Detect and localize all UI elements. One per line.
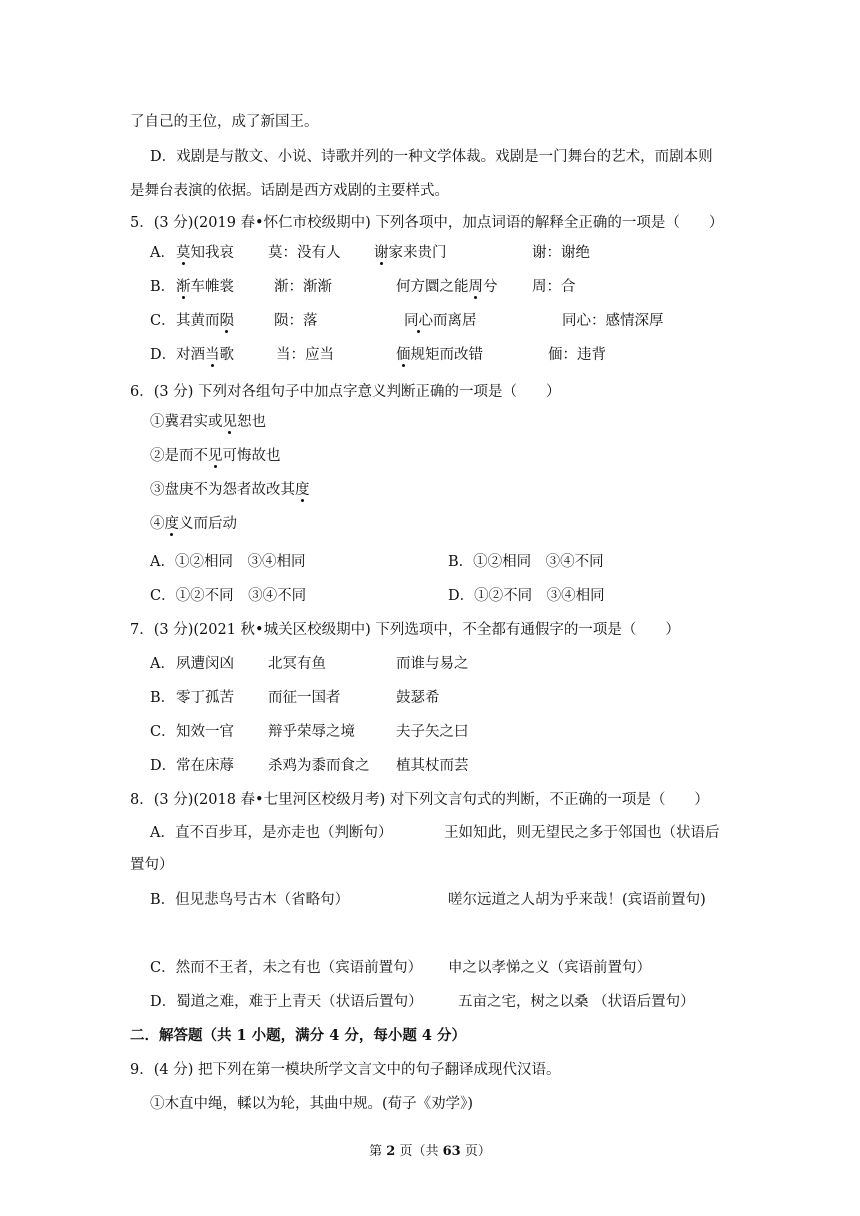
- option-d-line2: 是舞台表演的依据。话剧是西方戏剧的主要样式。: [130, 183, 449, 199]
- emphasis-dot: 度: [164, 516, 179, 532]
- emphasis-dot: 陨: [219, 313, 234, 329]
- option-label: A．: [150, 245, 175, 261]
- option-label: C．: [150, 724, 176, 740]
- gloss-2: 同心：感情深厚: [562, 313, 664, 329]
- q6-option-d: D．①②不同 ③④相同: [448, 588, 605, 604]
- phrase-3: 植其杖而芸: [396, 758, 469, 774]
- q8-option-b-left: B．但见悲鸟号古木（省略句）: [150, 892, 350, 908]
- phrase-2: 北冥有鱼: [268, 656, 326, 672]
- phrase-2: 谢家来贵门: [374, 245, 447, 261]
- emphasis-dot: 度: [295, 482, 310, 498]
- phrase-1: 夙遭闵凶: [176, 656, 234, 672]
- phrase-1: 渐车帷裳: [176, 279, 234, 295]
- q8-option-a-left: A．直不百步耳，是亦走也（判断句）: [150, 825, 393, 841]
- q8-stem: 8．(3 分)(2018 春•七里河区校级月考) 对下列文言句式的判断，不正确的一项是（ ）: [130, 792, 709, 808]
- option-label: B．: [150, 279, 176, 295]
- gloss-1: 陨：落: [274, 313, 318, 329]
- q6-sentence-1: ①冀君实或见恕也: [150, 414, 266, 430]
- option-label: A．: [150, 656, 175, 672]
- phrase-1: 其黄而陨: [176, 313, 234, 329]
- q6-sentence-2: ②是而不见可悔故也: [150, 448, 281, 464]
- emphasis-dot: 谢: [374, 245, 389, 261]
- phrase-1: 莫知我哀: [176, 245, 234, 261]
- q8-option-a-cont: 置句）: [130, 857, 174, 873]
- phrase-3: 鼓瑟希: [396, 690, 440, 706]
- emphasis-dot: 见: [222, 414, 237, 430]
- intro-line: 了自己的王位，成了新国王。: [130, 114, 319, 130]
- q8-option-c-left: C．然而不王者，未之有也（宾语前置句）: [150, 960, 423, 976]
- phrase-3: 夫子矢之曰: [396, 724, 469, 740]
- q6-option-b: B．①②相同 ③④不同: [448, 554, 604, 570]
- section-2-heading: 二．解答题（共 1 小题，满分 4 分，每小题 4 分）: [130, 1027, 467, 1044]
- emphasis-dot: 同心: [404, 313, 433, 329]
- gloss-2: 周：合: [532, 279, 576, 295]
- q9-item-1: ①木直中绳，輮以为轮，其曲中规。(荀子《劝学》): [150, 1096, 474, 1112]
- q6-sentence-4: ④度义而后动: [150, 516, 237, 532]
- phrase-2: 偭规矩而改错: [396, 347, 483, 363]
- option-label: C．: [150, 313, 176, 329]
- option-d-line1: D．戏剧是与散文、小说、诗歌并列的一种文学体裁。戏剧是一门舞台的艺术，而剧本则: [150, 149, 713, 165]
- q6-option-c: C．①②不同 ③④不同: [150, 588, 307, 604]
- q6-sentence-3: ③盘庚不为怨者故改其度: [150, 482, 310, 498]
- option-label: D．: [150, 347, 177, 363]
- emphasis-dot: 渐: [176, 279, 191, 295]
- option-label: D．: [150, 758, 177, 774]
- q8-option-a-right: 王如知此，则无望民之多于邻国也（状语后: [444, 825, 720, 841]
- phrase-3: 而谁与易之: [396, 656, 469, 672]
- phrase-2: 辩乎荣辱之境: [268, 724, 355, 740]
- gloss-1: 当：应当: [276, 347, 334, 363]
- emphasis-dot: 偭: [396, 347, 411, 363]
- emphasis-dot: 当: [205, 347, 220, 363]
- q8-option-b-right: 嗟尔远道之人胡为乎来哉！(宾语前置句): [448, 892, 706, 908]
- q8-option-d-left: D．蜀道之难，难于上青天（状语后置句）: [150, 994, 423, 1010]
- phrase-2: 何方圜之能周兮: [396, 279, 498, 295]
- total-pages: 63: [442, 1144, 461, 1159]
- emphasis-dot: 莫: [176, 245, 191, 261]
- gloss-2: 谢：谢绝: [532, 245, 590, 261]
- page-footer: 第 2 页（共 63 页）: [369, 1144, 491, 1159]
- gloss-2: 偭：违背: [548, 347, 606, 363]
- q5-stem: 5．(3 分)(2019 春•怀仁市校级期中) 下列各项中，加点词语的解释全正确的一项是（ ）: [130, 215, 724, 231]
- q8-option-d-right: 五亩之宅，树之以桑 （状语后置句）: [458, 994, 695, 1010]
- q7-stem: 7．(3 分)(2021 秋•城关区校级期中) 下列选项中，不全都有通假字的一项是（ ）: [130, 622, 680, 638]
- phrase-2: 杀鸡为黍而食之: [268, 758, 370, 774]
- emphasis-dot: 见: [208, 448, 223, 464]
- q6-stem: 6．(3 分) 下列对各组句子中加点字意义判断正确的一项是（ ）: [130, 384, 561, 400]
- phrase-1: 零丁孤苦: [176, 690, 234, 706]
- phrase-2: 而征一国者: [268, 690, 341, 706]
- phrase-1: 常在床蓐: [176, 758, 234, 774]
- gloss-1: 渐：渐渐: [274, 279, 332, 295]
- phrase-1: 知效一官: [176, 724, 234, 740]
- q8-option-c-right: 申之以孝悌之义（宾语前置句）: [448, 960, 651, 976]
- emphasis-dot: 周: [468, 279, 483, 295]
- current-page: 2: [386, 1144, 396, 1159]
- q9-stem: 9．(4 分) 把下列在第一模块所学文言文中的句子翻译成现代汉语。: [130, 1062, 561, 1078]
- option-label: B．: [150, 690, 176, 706]
- phrase-2: 同心而离居: [404, 313, 477, 329]
- gloss-1: 莫：没有人: [268, 245, 341, 261]
- q6-option-a: A．①②相同 ③④相同: [150, 554, 306, 570]
- phrase-1: 对酒当歌: [176, 347, 234, 363]
